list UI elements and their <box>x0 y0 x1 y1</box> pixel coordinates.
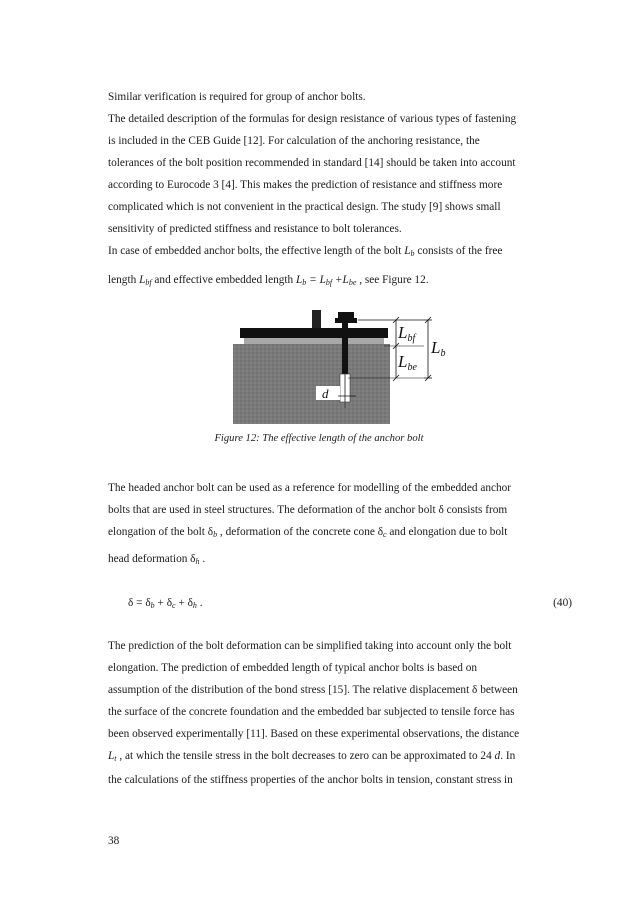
text-line: assumption of the distribution of the bond stress [15]. The relative displacement δ between <box>108 684 518 696</box>
text-line: according to Eurocode 3 [4]. This makes the prediction of resistance and stiffness more <box>108 179 503 191</box>
text-line: the calculations of the stiffness properties of the anchor bolts in tension, constant stress in <box>108 774 513 786</box>
text-line: Similar verification is required for group of anchor bolts. <box>108 91 366 103</box>
page-number: 38 <box>108 835 120 847</box>
anchor-bolt-figure <box>228 308 458 424</box>
base-plate <box>240 328 388 338</box>
text-line: tolerances of the bolt position recommended in standard [14] should be taken into account <box>108 157 516 169</box>
text-line: been observed experimentally [11]. Based on these experimental observations, the distance <box>108 728 520 740</box>
text-line: $L_t$ , at which the tensile stress in the bolt decreases to zero can be approximated to 24 d. In <box>108 750 516 763</box>
text-line: In case of embedded anchor bolts, the effective length of the bolt $L_b$ consists of the free <box>108 245 503 258</box>
label-lb: Lb <box>431 338 446 359</box>
equation: $\delta = \delta_b + \delta_c + \delta_h$ . <box>128 597 203 610</box>
figure-caption: Figure 12: The effective length of the anchor bolt <box>214 433 424 444</box>
text-line: bolts that are used in steel structures. The deformation of the anchor bolt δ consists from <box>108 504 508 516</box>
text-line: is included in the CEB Guide [12]. For calculation of the anchoring resistance, the <box>108 135 480 147</box>
concrete-foundation <box>233 344 390 424</box>
text-line: The headed anchor bolt can be used as a reference for modelling of the embedded anchor <box>108 482 512 494</box>
text-line: The detailed description of the formulas for design resistance of various types of fastening <box>108 113 517 125</box>
text-line: The prediction of the bolt deformation can be simplified taking into account only the bolt <box>108 640 512 652</box>
label-lbf: Lbf <box>398 323 416 344</box>
text-line: elongation of the bolt $\delta_b$ , deformation of the concrete cone $\delta_c$ and elongation due to bolt <box>108 526 508 539</box>
label-lbe: Lbe <box>398 352 417 373</box>
text-line: elongation. The prediction of embedded length of typical anchor bolts is based on <box>108 662 478 674</box>
text-line: sensitivity of predicted stiffness and resistance to bolt tolerances. <box>108 223 402 235</box>
text-line: the surface of the concrete foundation and the embedded bar subjected to tensile force has <box>108 706 515 718</box>
text-line: length $L_{bf}$ and effective embedded length $L_b = L_{bf} +L_{be}$ , see Figure 12. <box>108 274 429 287</box>
text-line: complicated which is not convenient in the practical design. The study [9] shows small <box>108 201 501 213</box>
equation-number: (40) <box>553 597 572 609</box>
label-d: d <box>322 386 329 401</box>
text-line: head deformation $\delta_h$ . <box>108 553 206 566</box>
